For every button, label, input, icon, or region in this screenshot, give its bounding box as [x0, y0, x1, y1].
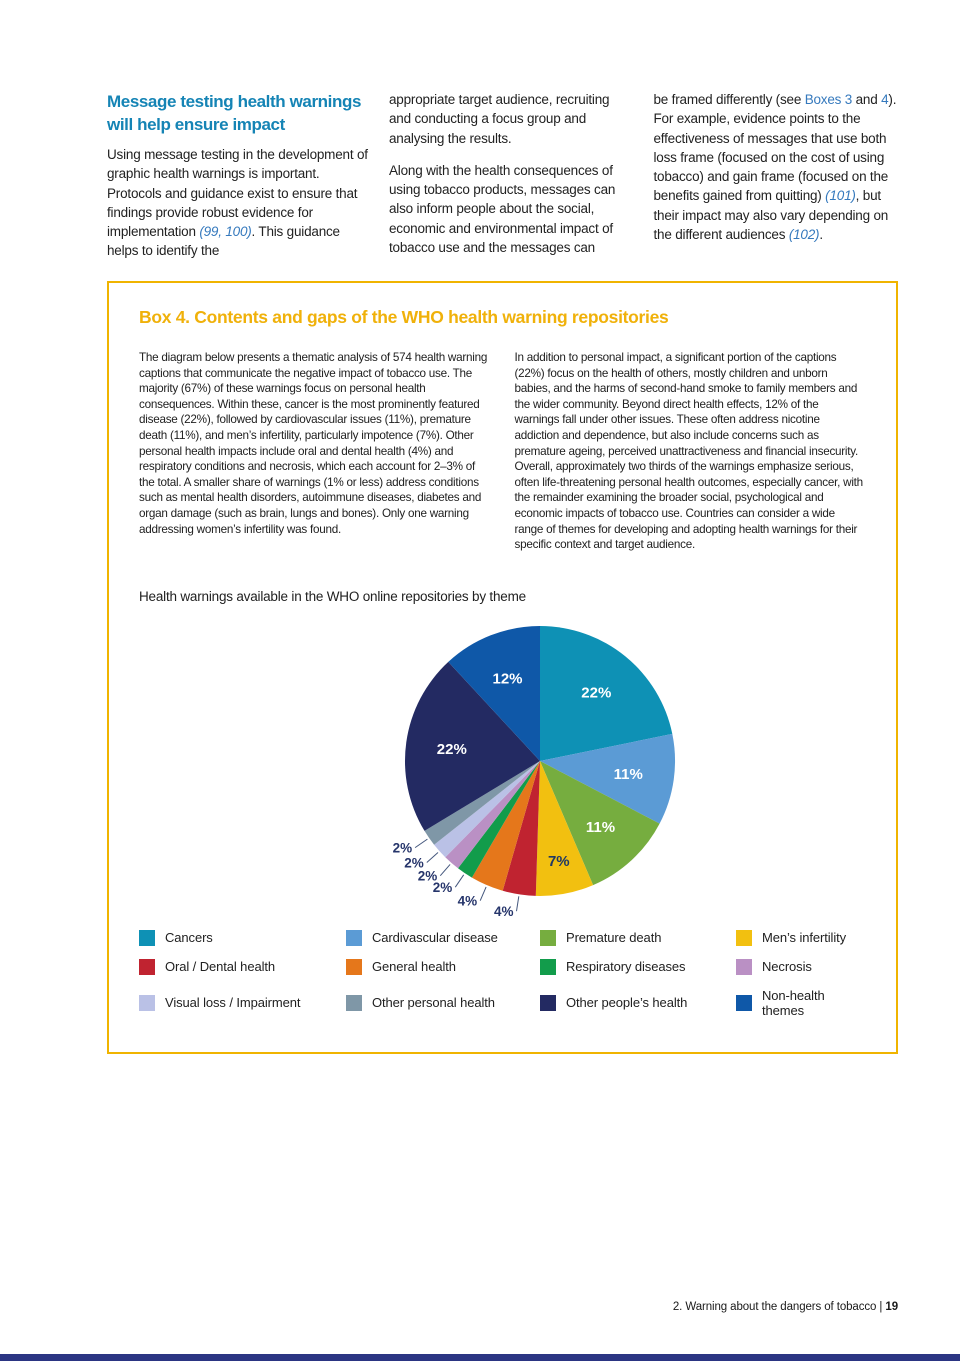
legend-swatch [736, 995, 752, 1011]
pie-value-label: 4% [457, 893, 478, 909]
legend-item [540, 930, 736, 946]
pie-value-label: 2% [404, 855, 424, 871]
legend-label: Respiratory diseases [566, 959, 686, 975]
legend-swatch [139, 959, 155, 975]
pie-value-label: 2% [392, 840, 413, 856]
legend-label: Necrosis [762, 959, 812, 975]
page-footer [673, 1301, 898, 1313]
box-left-column: The diagram below presents a thematic analysis of 574 health warning captions that communicate the negative impact of tobacco use. The majority (67%) of these warnings focus on personal health consequences. Within these, cancer is the most prominently featured disease (22%), followed by cardiovascular issues (11%), premature death (11%), and men’s infertility, particularly impotence (7%). Other personal health impacts include oral and dental health (4%) and respiratory conditions and necrosis, which each account for 2–3% of the total. A smaller share of warnings (1% or less) address conditions such as mental health disorders, autoimmune diseases, diabetes and organ damage (such as brain, lungs and bones). Only one warning addressing women’s infertility was found. [139, 351, 488, 536]
legend-label: Visual loss / Impairment [165, 995, 301, 1011]
intro-column-3 [654, 90, 899, 274]
legend-swatch [736, 959, 752, 975]
citation-reference[interactable]: (99, 100) [199, 224, 252, 240]
legend-swatch [139, 930, 155, 946]
legend-label: Premature death [566, 930, 662, 946]
pie-value-label: 2% [432, 879, 453, 895]
intro-paragraph-2: appropriate target audience, recruiting and conducting a focus group and analysing the results. [389, 92, 610, 146]
legend-swatch [540, 959, 556, 975]
box-4 [107, 281, 898, 1054]
legend-swatch [540, 995, 556, 1011]
legend-label: Oral / Dental health [165, 959, 276, 975]
pie-leader-line [455, 875, 463, 887]
legend-swatch [346, 930, 362, 946]
pie-value-label: 7% [547, 852, 570, 870]
legend-swatch [736, 930, 752, 946]
box-right-column: In addition to personal impact, a significant portion of the captions (22%) focus on the health of others, mostly children and unborn babies, and the harms of second-hand smoke to family members and the wider community. Beyond direct health effects, 12% of the warnings fall under other issues. These often address nicotine addiction and dependence, but also include concerns such as premature ageing, perceived unattractiveness and financial insecurity. Overall, approximately two thirds of the warnings emphasize serious, often life-threatening personal health outcomes, especially cancer, with the remainder examining the broader social, psychological and economic impacts of tobacco use. Countries can consider a wide range of themes for developing and adopting health warnings for their specific context and target audience. [514, 351, 863, 552]
cross-reference-link[interactable]: 4 [881, 92, 889, 107]
legend-swatch [540, 930, 556, 946]
legend-label: Non-health themes [762, 987, 825, 1018]
cross-reference-link[interactable]: Boxes 3 [804, 92, 853, 107]
section-heading: Message testing health warnings will help ensure impact [107, 92, 361, 134]
chart-legend [139, 930, 866, 1018]
legend-label: Other people’s health [566, 995, 688, 1011]
legend-item [540, 959, 736, 975]
pie-value-label: 22% [436, 740, 467, 758]
legend-item [139, 988, 346, 1018]
bottom-accent-bar [0, 1354, 960, 1361]
text-run: and [852, 92, 882, 107]
citation-reference[interactable]: (102) [788, 227, 820, 243]
intro-paragraph-1 [107, 145, 369, 261]
pie-value-label: 11% [585, 818, 616, 836]
chart-title: Health warnings available in the WHO online repositories by theme [139, 588, 526, 604]
text-run: Using message testing in the development of graphic health warnings is important. Protocols and guidance exist to ensure that findings provide robust evidence for implementation [107, 147, 368, 240]
text-run: ). For example, evidence points to the effectiveness of messages that use both loss frame (focused on the cost of using tobacco) and gain frame (focused on the benefits gained from quitting) [653, 92, 897, 204]
legend-item [346, 959, 540, 975]
pie-leader-line [415, 839, 427, 848]
legend-label: Cardivascular disease [372, 930, 498, 946]
text-run: . [819, 227, 823, 243]
legend-swatch [346, 995, 362, 1011]
intro-paragraph-4 [654, 90, 899, 244]
footer-section-label: 2. Warning about the dangers of tobacco | [672, 1301, 886, 1313]
pie-leader-line [480, 887, 486, 901]
pie-chart [139, 614, 930, 922]
legend-item [736, 959, 866, 975]
intro-section [107, 90, 898, 274]
legend-item [139, 959, 346, 975]
text-run: be framed differently (see [653, 92, 805, 107]
legend-label: Other personal health [372, 995, 495, 1011]
pie-value-label: 2% [417, 868, 438, 884]
page-number: 19 [885, 1301, 898, 1313]
legend-item [736, 988, 866, 1018]
box-title: Box 4. Contents and gaps of the WHO health warning repositories [139, 307, 669, 327]
pie-leader-line [517, 896, 519, 911]
legend-swatch [139, 995, 155, 1011]
pie-leader-line [440, 864, 450, 875]
legend-item [540, 988, 736, 1018]
legend-item [346, 930, 540, 946]
box-text-columns [139, 350, 866, 553]
intro-column-2 [389, 90, 634, 274]
intro-column-1 [107, 90, 369, 274]
pie-value-label: 4% [493, 903, 514, 919]
legend-item [139, 930, 346, 946]
pie-value-label: 11% [613, 765, 643, 783]
text-run: , but their impact may also vary depending on the different audiences [653, 188, 889, 243]
legend-label: Men’s infertility [762, 930, 847, 946]
pie-value-label: 22% [581, 684, 612, 702]
pie-value-label: 12% [492, 670, 523, 688]
legend-label: Cancers [165, 930, 213, 946]
pie-leader-line [427, 852, 438, 862]
legend-item [736, 930, 866, 946]
text-run: . This guidance helps to identify the [107, 224, 340, 259]
citation-reference[interactable]: (101) [825, 188, 856, 204]
legend-item [346, 988, 540, 1018]
legend-label: General health [372, 959, 456, 975]
legend-swatch [346, 959, 362, 975]
intro-paragraph-3: Along with the health consequences of using tobacco products, messages can also inform people about the social, economic and environmental impact of tobacco use and the messages can [389, 162, 616, 256]
